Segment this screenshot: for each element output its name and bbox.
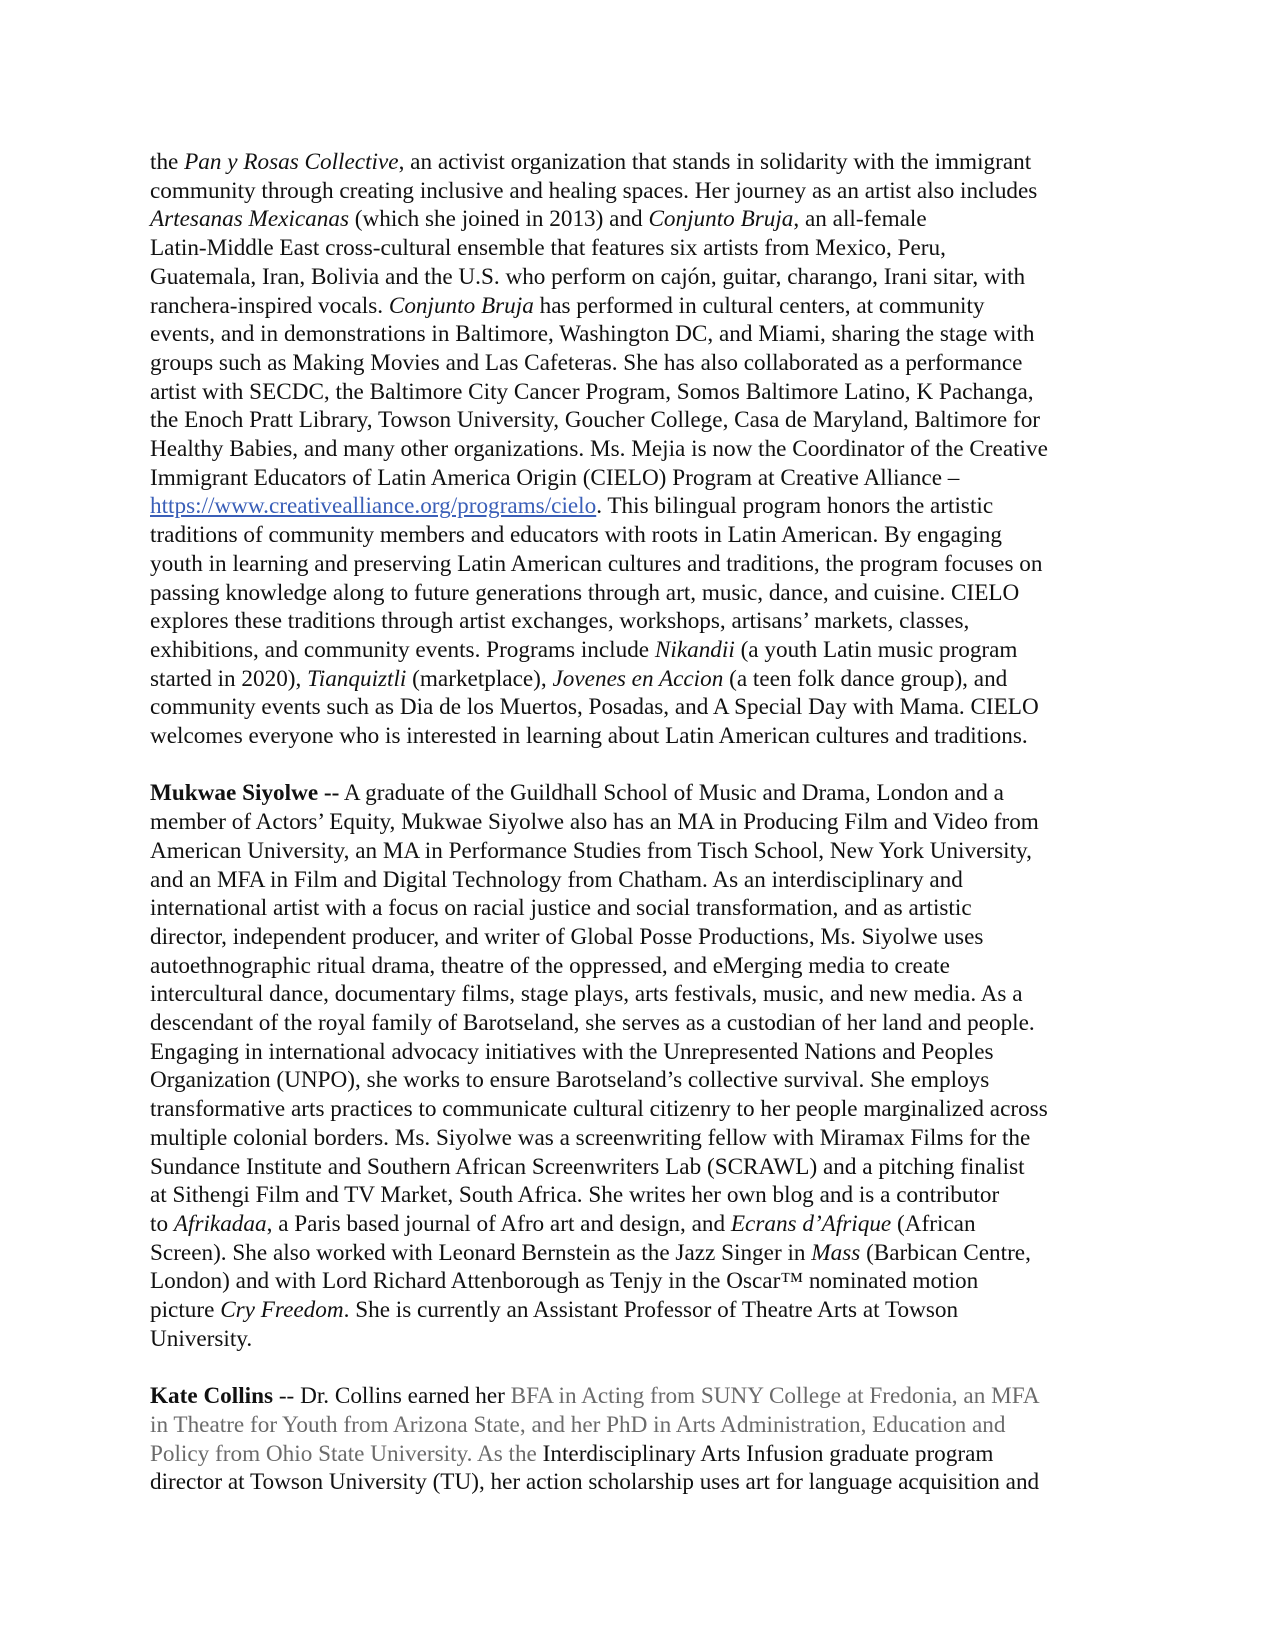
text-run: , an activist organization that stands in solidarity with the immigrant	[398, 149, 1032, 175]
text-line	[150, 779, 1135, 808]
text-line	[150, 1124, 1135, 1153]
text-line	[150, 665, 1135, 694]
text-run: groups such as Making Movies and Las Cafeteras. She has also collaborated as a performance	[150, 349, 1023, 376]
text-line	[150, 205, 1135, 234]
text-run: welcomes everyone who is interested in learning about Latin American cultures and traditions.	[150, 723, 1028, 750]
italic-title: Tianquiztli	[307, 665, 407, 692]
text-run: international artist with a focus on racial justice and social transformation, and as artistic	[150, 895, 972, 922]
text-run: started in 2020),	[150, 665, 308, 692]
text-run: . She is currently an Assistant Professor of Theatre Arts at Towson	[343, 1297, 959, 1324]
italic-title: Cry Freedom	[220, 1297, 344, 1324]
text-run: traditions of community members and educators with roots in Latin American. By engaging	[150, 522, 1002, 549]
text-line	[150, 1239, 1135, 1268]
text-run: the	[150, 149, 185, 175]
text-run: Interdisciplinary Arts Infusion graduate program	[542, 1440, 994, 1467]
text-run: (a youth Latin music program	[734, 636, 1018, 663]
text-run: artist with SECDC, the Baltimore City Cancer Program, Somos Baltimore Latino, K Pachanga,	[150, 378, 1034, 405]
text-line	[150, 464, 1135, 493]
italic-title: Pan y Rosas Collective	[184, 149, 399, 175]
text-line	[150, 1038, 1135, 1067]
text-line	[150, 923, 1135, 952]
text-run: the Enoch Pratt Library, Towson University, Goucher College, Casa de Maryland, Baltimore for	[150, 407, 1041, 434]
text-run: events, and in demonstrations in Baltimore, Washington DC, and Miami, sharing the stage with	[150, 321, 1035, 348]
degree-text: in Theatre for Youth from Arizona State, and her PhD in Arts Administration, Education and	[150, 1411, 1006, 1438]
italic-title: Ecrans d’Afrique	[730, 1211, 892, 1237]
text-run: community through creating inclusive and healing spaces. Her journey as an artist also includes	[150, 177, 1038, 204]
text-run: , an all-female	[793, 206, 927, 233]
text-line	[150, 1411, 1135, 1440]
text-line	[150, 1468, 1135, 1497]
text-run: director at Towson University (TU), her action scholarship uses art for language acquisition and	[150, 1469, 1040, 1496]
text-run: at Sithengi Film and TV Market, South Africa. She writes her own blog and is a contributor	[150, 1182, 1000, 1209]
text-line	[150, 550, 1135, 579]
text-run: (which she joined in 2013) and	[349, 206, 649, 233]
text-line	[150, 1095, 1135, 1124]
text-line	[150, 980, 1135, 1009]
text-run: ranchera-inspired vocals.	[150, 292, 389, 319]
text-line	[150, 406, 1135, 435]
text-run: autoethnographic ritual drama, theatre of the oppressed, and eMerging media to create	[150, 952, 950, 979]
text-line	[150, 234, 1135, 263]
text-run: Guatemala, Iran, Bolivia and the U.S. who perform on cajón, guitar, charango, Irani sitar, with	[150, 263, 1026, 290]
cielo-program-link[interactable]: https://www.creativealliance.org/programs/cielo	[150, 493, 597, 520]
text-run: Healthy Babies, and many other organizations. Ms. Mejia is now the Coordinator of the Creative	[150, 436, 1048, 463]
text-line	[150, 1009, 1135, 1038]
text-run: University.	[150, 1325, 253, 1352]
text-line	[150, 349, 1135, 378]
text-run: youth in learning and preserving Latin American cultures and traditions, the program focuses on	[150, 550, 1043, 577]
text-line	[150, 1066, 1135, 1095]
document-page	[150, 148, 1135, 1497]
text-run: -- Dr. Collins earned her	[273, 1383, 511, 1410]
text-line	[150, 320, 1135, 349]
text-line	[150, 378, 1135, 407]
text-run: (marketplace),	[406, 665, 553, 692]
text-line	[150, 837, 1135, 866]
italic-title: Nikandii	[654, 636, 735, 663]
text-run: transformative arts practices to communicate cultural citizenry to her people marginalized across	[150, 1096, 1048, 1123]
text-run: to	[150, 1211, 174, 1237]
text-run: Engaging in international advocacy initiatives with the Unrepresented Nations and Peoples	[150, 1038, 994, 1065]
text-run: Screen). She also worked with Leonard Bernstein as the Jazz Singer in	[150, 1239, 812, 1266]
text-run: A graduate of the Guildhall School of Music and Drama, London and a	[339, 780, 1004, 807]
text-line	[150, 177, 1135, 206]
text-line	[150, 693, 1135, 722]
italic-title: Mass	[811, 1239, 861, 1266]
text-run: Organization (UNPO), she works to ensure Barotseland’s collective survival. She employs	[150, 1067, 990, 1094]
text-run: and an MFA in Film and Digital Technology from Chatham. As an interdisciplinary and	[150, 866, 963, 893]
text-run: American University, an MA in Performance Studies from Tisch School, New York University,	[150, 837, 1032, 864]
bio-name: Mukwae Siyolwe --	[150, 780, 340, 807]
degree-text: Policy from Ohio State University. As the	[150, 1440, 543, 1467]
text-run: descendant of the royal family of Barotseland, she serves as a custodian of her land and people.	[150, 1010, 1035, 1037]
degree-text: BFA in Acting from SUNY College at Fredonia, an MFA	[510, 1383, 1040, 1410]
text-run: passing knowledge along to future generations through art, music, dance, and cuisine. CIELO	[150, 579, 1020, 606]
text-run: (Barbican Centre,	[860, 1239, 1031, 1266]
paragraph-spacer	[150, 1354, 1135, 1383]
text-line	[150, 492, 1135, 521]
text-run: director, independent producer, and writer of Global Posse Productions, Ms. Siyolwe uses	[150, 923, 984, 950]
paragraph-collins-bio	[150, 1382, 1135, 1497]
text-line	[150, 722, 1135, 751]
italic-title: Afrikadaa	[173, 1211, 267, 1237]
text-line	[150, 1181, 1135, 1210]
text-run: (a teen folk dance group), and	[723, 665, 1008, 692]
paragraph-mejia-bio	[150, 148, 1135, 751]
text-run: Sundance Institute and Southern African Screenwriters Lab (SCRAWL) and a pitching finalist	[150, 1153, 1025, 1180]
text-line	[150, 292, 1135, 321]
text-run: (African	[891, 1211, 976, 1237]
text-run: Immigrant Educators of Latin America Origin (CIELO) Program at Creative Alliance –	[150, 464, 960, 491]
italic-title: Conjunto Bruja	[648, 206, 794, 233]
paragraph-siyolwe-bio	[150, 779, 1135, 1353]
text-line	[150, 1267, 1135, 1296]
text-run: . This bilingual program honors the artistic	[596, 493, 994, 520]
text-run: multiple colonial borders. Ms. Siyolwe was a screenwriting fellow with Miramax Films for the	[150, 1124, 1031, 1151]
text-line	[150, 435, 1135, 464]
text-run: has performed in cultural centers, at community	[533, 292, 985, 319]
text-run: member of Actors’ Equity, Mukwae Siyolwe also has an MA in Producing Film and Video from	[150, 809, 1039, 836]
text-line	[150, 1325, 1135, 1354]
italic-title: Jovenes en Accion	[552, 665, 724, 692]
text-line	[150, 1296, 1135, 1325]
text-line	[150, 521, 1135, 550]
text-run: community events such as Dia de los Muertos, Posadas, and A Special Day with Mama. CIELO	[150, 694, 1039, 721]
text-line	[150, 607, 1135, 636]
text-line	[150, 1382, 1135, 1411]
text-line	[150, 952, 1135, 981]
text-line	[150, 808, 1135, 837]
text-line	[150, 579, 1135, 608]
text-run: explores these traditions through artist exchanges, workshops, artisans’ markets, classes,	[150, 608, 970, 635]
paragraph-spacer	[150, 751, 1135, 780]
text-line	[150, 1153, 1135, 1182]
text-run: picture	[150, 1297, 221, 1324]
text-line	[150, 263, 1135, 292]
bio-name: Kate Collins	[150, 1383, 274, 1410]
text-line	[150, 866, 1135, 895]
text-run: intercultural dance, documentary films, stage plays, arts festivals, music, and new media. As a	[150, 981, 1023, 1008]
text-run: exhibitions, and community events. Programs include	[150, 636, 655, 663]
text-run: Latin-Middle East cross-cultural ensemble that features six artists from Mexico, Peru,	[150, 235, 946, 262]
italic-title: Artesanas Mexicanas	[150, 206, 349, 233]
text-run: London) and with Lord Richard Attenborough as Tenjy in the Oscar™ nominated motion	[150, 1268, 979, 1295]
text-line	[150, 636, 1135, 665]
italic-title: Conjunto Bruja	[388, 292, 534, 319]
text-line	[150, 1440, 1135, 1469]
text-run: , a Paris based journal of Afro art and design, and	[266, 1211, 731, 1237]
text-line	[150, 1210, 1135, 1239]
text-line	[150, 894, 1135, 923]
text-line	[150, 148, 1135, 177]
